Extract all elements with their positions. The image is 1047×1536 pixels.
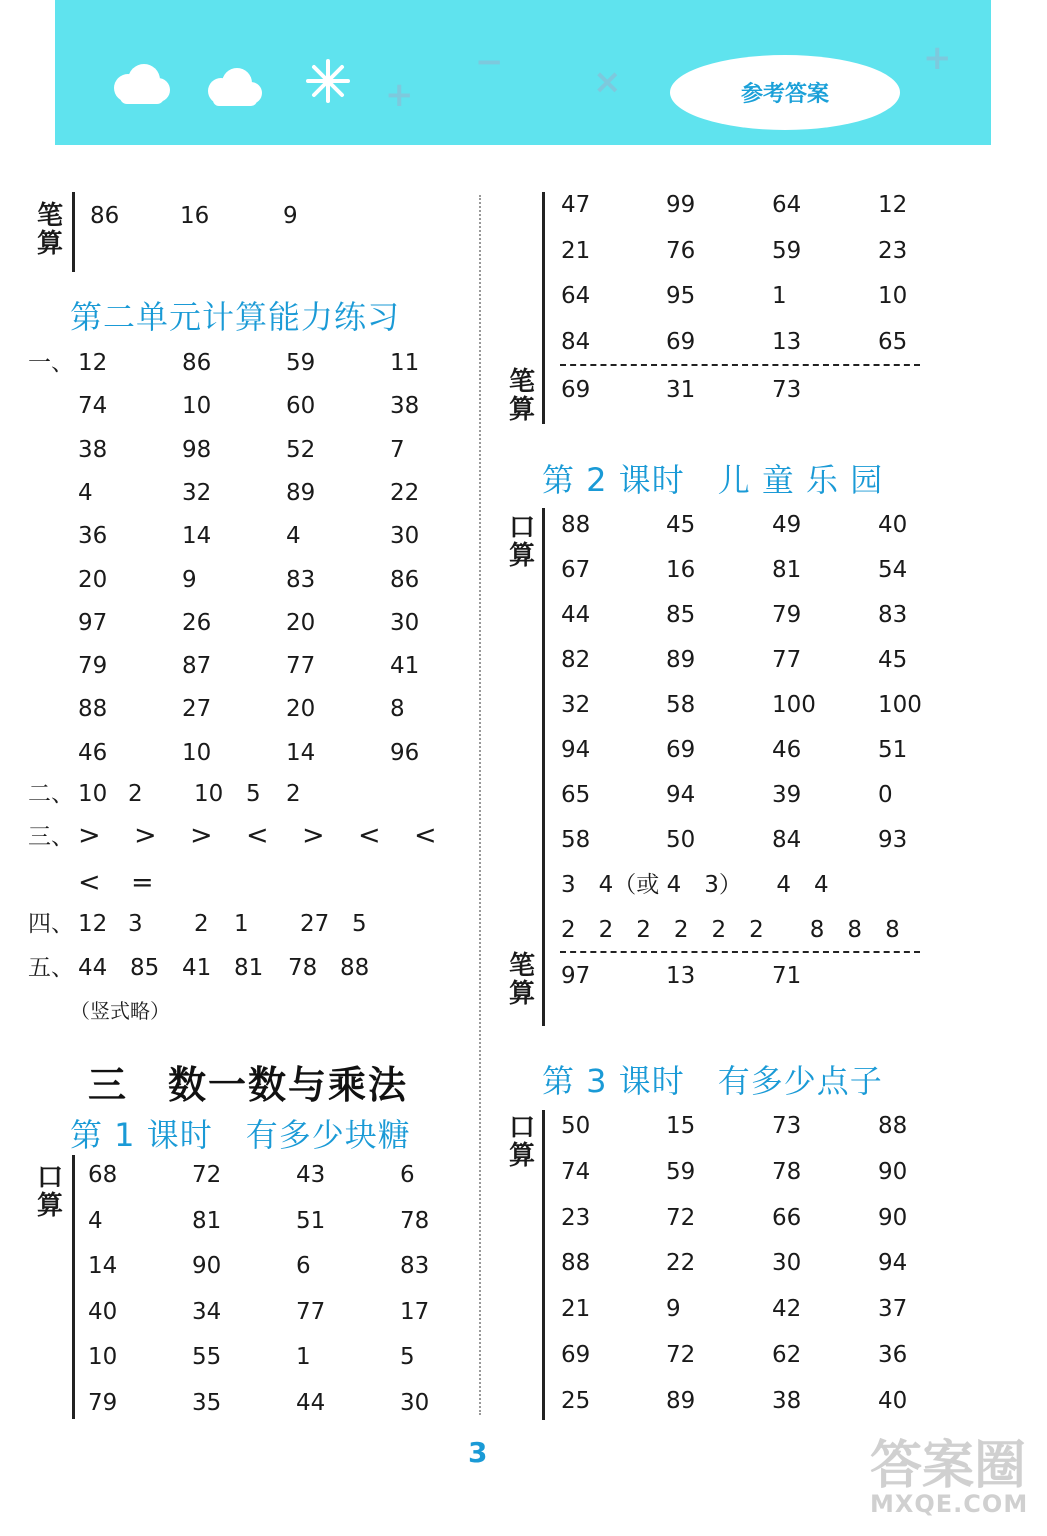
kousuan-bar [72,1155,75,1419]
answer-value: 39 [772,782,802,808]
answer-value: 58 [561,827,591,853]
answer-value: 10 [88,1344,118,1370]
question-marker: 五、 [28,955,74,981]
question-marker: 一、 [28,350,74,376]
answer-value: 13 [666,963,696,989]
answer-value: 58 [666,692,696,718]
answer-value: 46 [78,739,108,766]
answer-value: 71 [772,963,802,989]
answer-value: 84 [772,827,802,853]
answer-value: 59 [772,237,802,264]
answer-value: 22 [666,1250,696,1277]
answer-value: 30 [390,523,420,550]
answer-value: 30 [400,1389,430,1416]
answer-value: 43 [296,1162,326,1188]
answer-value: 81 [192,1207,222,1234]
answer-value: 90 [878,1158,908,1185]
answer-value: 79 [78,653,108,680]
compare-sign: > [134,820,157,851]
lesson1-title: 第 1 课时 有多少块糖 [70,1116,411,1154]
answer-value: 82 [561,647,591,673]
answer-value: 3 [128,911,143,937]
answer-value: 45 [878,647,908,673]
compare-sign: < [78,867,101,898]
answer-value: 30 [390,609,420,636]
answer-value: 12 [78,911,108,937]
answer-value: 76 [666,237,696,264]
answer-value: 77 [772,647,802,673]
answer-value: 49 [772,512,802,538]
answer-value: 16 [180,203,210,229]
answer-value: 83 [400,1253,430,1279]
question-marker: 二、 [28,781,74,807]
answer-value: 14 [182,523,212,550]
answer-value: 66 [772,1204,802,1231]
answer-value: 6 [296,1253,311,1279]
question-marker: 三、 [28,824,74,850]
answer-value: 79 [772,602,802,628]
unit2-title: 第二单元计算能力练习 [70,298,401,336]
answer-value: 78 [288,955,318,981]
answer-value: 88 [78,696,108,723]
answer-value: 77 [286,653,316,680]
answer-value: 69 [561,377,591,403]
answer-value: 84 [561,328,591,355]
answer-value: 27 [300,911,330,937]
answer-value: 32 [561,692,591,718]
answer-value: 74 [561,1158,591,1185]
answer-value: 74 [78,393,108,420]
answer-value: 41 [182,955,212,981]
answer-value: 95 [666,283,696,309]
answer-value: 21 [561,237,591,264]
bisuan-bar [72,192,75,272]
answer-value: 81 [234,955,264,981]
header-banner [55,0,991,145]
answer-value: 9 [666,1296,681,1323]
answer-value: 23 [878,237,908,264]
compare-sign: < [246,820,269,851]
answer-value: 78 [400,1207,430,1234]
chapter3-title: 三 数一数与乘法 [88,1063,409,1107]
answer-value: 16 [666,557,696,583]
answer-line: 2 2 2 2 2 2 8 8 8 [561,917,900,943]
answer-value: 45 [666,512,696,538]
kousuan-label: 口 算 [508,513,535,571]
answer-value: 86 [182,350,212,376]
answer-value: 37 [878,1296,908,1323]
answer-value: 90 [878,1204,908,1231]
answer-value: 9 [283,203,298,229]
answer-value: 14 [88,1253,118,1279]
answer-value: 59 [666,1158,696,1185]
answer-value: 10 [194,781,224,807]
answer-value: 14 [286,739,316,766]
answer-value: 85 [130,955,160,981]
answer-value: 88 [340,955,370,981]
answer-value: 38 [772,1387,802,1414]
plus-deco-icon: + [385,75,414,115]
answer-value: 30 [772,1250,802,1277]
answer-value: 78 [772,1158,802,1185]
answer-value: 55 [192,1344,222,1370]
answer-value: 86 [390,566,420,593]
answer-value: 34 [192,1298,222,1325]
answer-value: 5 [400,1344,415,1370]
answer-value: 52 [286,436,316,463]
answer-value: 22 [390,479,420,506]
times-deco-icon: × [593,62,622,102]
answer-value: 1 [296,1344,311,1370]
compare-sign: > [78,820,101,851]
answer-value: 20 [286,696,316,723]
answer-value: 73 [772,377,802,403]
answer-line: 3 4（或 4 3） 4 4 [561,872,829,898]
answer-value: 42 [772,1296,802,1323]
answer-value: 20 [78,566,108,593]
lesson3-title: 第 3 课时 有多少点子 [542,1062,883,1100]
answer-value: 13 [772,328,802,355]
answer-value: 7 [390,436,405,463]
answer-value: 11 [390,350,420,376]
answer-value: 35 [192,1389,222,1416]
compare-sign: < [358,820,381,851]
answer-value: 5 [352,911,367,937]
answer-value: 31 [666,377,696,403]
answer-value: 89 [666,647,696,673]
answer-value: 83 [878,602,908,628]
answer-value: 54 [878,557,908,583]
answer-value: 72 [666,1342,696,1368]
answer-value: 86 [90,203,120,229]
answer-value: 36 [878,1342,908,1368]
answer-value: 46 [772,737,802,763]
answer-value: 64 [772,192,802,218]
answer-value: 85 [666,602,696,628]
answer-value: 68 [88,1162,118,1188]
answer-value: 89 [666,1387,696,1414]
answer-value: 94 [666,782,696,808]
answer-value: 10 [182,393,212,420]
answer-value: 72 [666,1204,696,1231]
kousuan-label: 口 算 [36,1163,63,1221]
answer-value: 10 [878,283,908,309]
answer-value: 94 [878,1250,908,1277]
compare-sign: > [190,820,213,851]
answer-value: 1 [772,283,787,309]
column-divider [479,195,481,1415]
answer-value: 60 [286,393,316,420]
answer-value: 97 [561,963,591,989]
cloud-icon [203,66,265,108]
answer-value: 79 [88,1389,118,1416]
kousuan-label: 口 算 [508,1113,535,1171]
answer-value: 51 [296,1207,326,1234]
answer-value: 2 [128,781,143,807]
plus-deco-icon: + [923,38,952,78]
answer-value: 50 [666,827,696,853]
answer-value: 44 [78,955,108,981]
answer-value: 69 [666,737,696,763]
answer-value: 69 [666,328,696,355]
answer-key-badge: 参考答案 [670,55,900,130]
answer-value: 5 [246,781,261,807]
answer-value: 23 [561,1204,591,1231]
answer-value: 27 [182,696,212,723]
page-number: 3 [468,1436,488,1469]
answer-value: 2 [286,781,301,807]
watermark-logo: 答案圈 MXQE.COM [870,1436,1029,1518]
answer-value: 41 [390,653,420,680]
answer-value: 21 [561,1296,591,1323]
answer-value: 2 [194,911,209,937]
answer-value: 81 [772,557,802,583]
answer-value: 4 [78,479,93,506]
answer-value: 44 [561,602,591,628]
answer-value: 25 [561,1387,591,1414]
answer-value: 73 [772,1113,802,1139]
answer-value: 98 [182,436,212,463]
compare-sign: = [131,867,154,898]
lesson2-title: 第 2 课时 儿 童 乐 园 [542,461,884,499]
answer-value: 88 [561,512,591,538]
answer-value: 0 [878,782,893,808]
answer-value: 88 [561,1250,591,1277]
dashed-separator [560,951,920,953]
answer-value: 10 [182,739,212,766]
answer-value: 72 [192,1162,222,1188]
answer-value: 8 [390,696,405,723]
answer-value: 47 [561,192,591,218]
answer-value: 99 [666,192,696,218]
answer-value: 65 [878,328,908,355]
answer-value: 83 [286,566,316,593]
answer-value: 62 [772,1342,802,1368]
answer-value: 26 [182,609,212,636]
answer-value: 20 [286,609,316,636]
answer-value: 10 [78,781,108,807]
note-text: （竖式略） [70,999,170,1023]
answer-value: 50 [561,1113,591,1139]
answer-value: 97 [78,609,108,636]
kousuan-bar [542,508,545,1026]
answer-value: 96 [390,739,420,766]
answer-value: 4 [88,1207,103,1234]
answer-value: 38 [390,393,420,420]
answer-value: 1 [234,911,249,937]
answer-value: 12 [78,350,108,376]
answer-value: 65 [561,782,591,808]
answer-value: 15 [666,1113,696,1139]
kousuan-bar [542,1110,545,1420]
answer-value: 93 [878,827,908,853]
answer-value: 40 [878,1387,908,1414]
answer-value: 40 [878,512,908,538]
answer-value: 9 [182,566,197,593]
answer-value: 12 [878,192,908,218]
bisuan-label: 笔 算 [508,367,535,425]
answer-value: 88 [878,1113,908,1139]
answer-value: 36 [78,523,108,550]
answer-value: 87 [182,653,212,680]
dashed-separator [560,364,920,366]
answer-value: 51 [878,737,908,763]
answer-value: 90 [192,1253,222,1279]
answer-value: 100 [772,692,816,718]
answer-value: 4 [286,523,301,550]
answer-value: 100 [878,692,922,718]
answer-value: 94 [561,737,591,763]
answer-value: 64 [561,283,591,309]
bisuan-label: 笔 算 [36,201,63,259]
answer-value: 77 [296,1298,326,1325]
answer-value: 17 [400,1298,430,1325]
answer-value: 40 [88,1298,118,1325]
cloud-icon [110,62,172,106]
answer-bar [542,192,545,424]
compare-sign: > [302,820,325,851]
answer-value: 69 [561,1342,591,1368]
compare-sign: < [414,820,437,851]
answer-value: 67 [561,557,591,583]
answer-value: 38 [78,436,108,463]
answer-value: 32 [182,479,212,506]
minus-deco-icon: − [475,42,504,82]
answer-value: 6 [400,1162,415,1188]
answer-value: 44 [296,1389,326,1416]
snowflake-icon [305,58,351,104]
bisuan-label: 笔 算 [508,951,535,1009]
answer-value: 89 [286,479,316,506]
answer-value: 59 [286,350,316,376]
question-marker: 四、 [28,911,74,937]
